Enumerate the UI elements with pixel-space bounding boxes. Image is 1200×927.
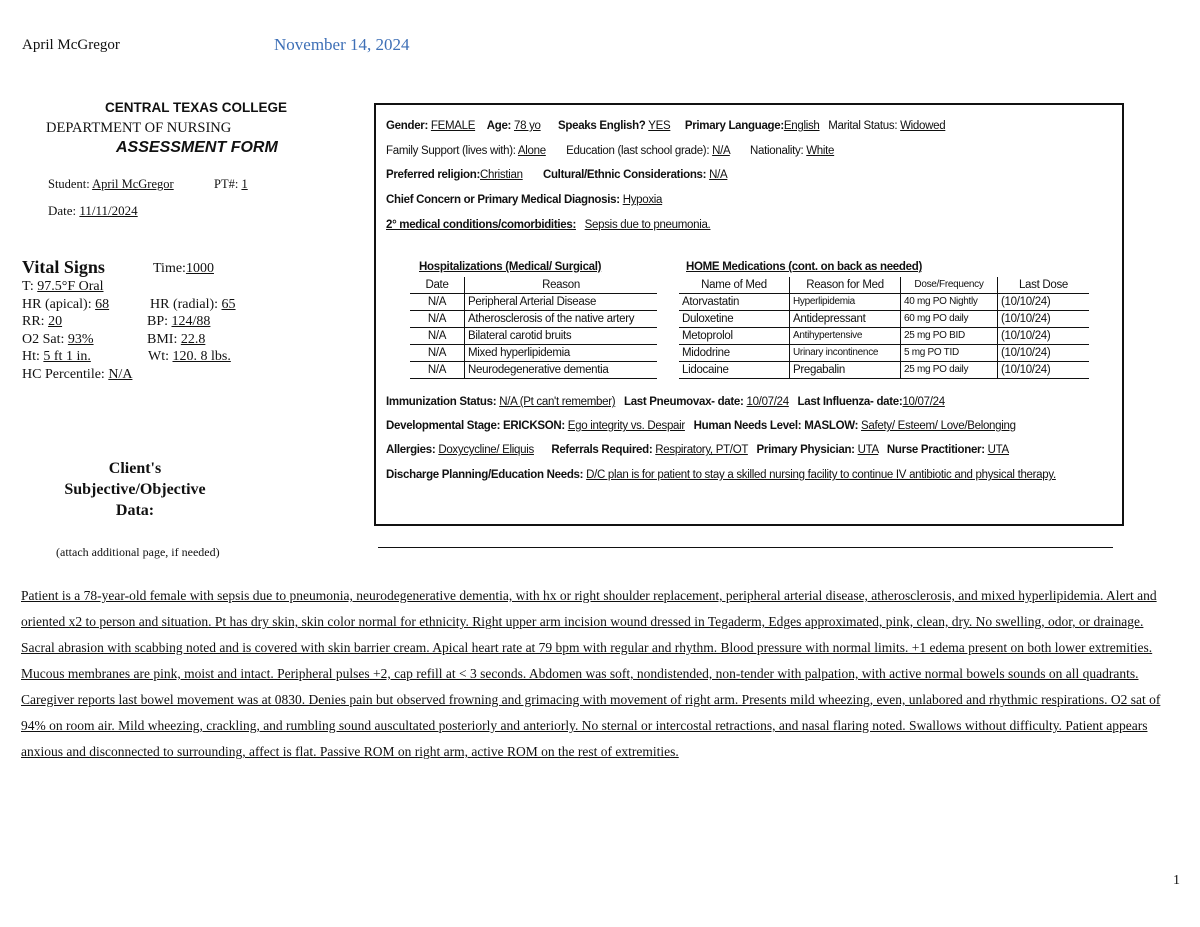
box-line-religion: Preferred religion:Christian Cultural/Ethnic Considerations: N/A: [386, 169, 728, 181]
rr-label: RR:: [22, 314, 45, 329]
bmi-label: BMI:: [147, 332, 178, 347]
table-cell: Hyperlipidemia: [790, 294, 901, 311]
student-field: [48, 177, 174, 192]
chief-value: Hypoxia: [622, 194, 663, 206]
table-cell: Bilateral carotid bruits: [465, 328, 658, 345]
erickson-value: Ego integrity vs. Despair: [567, 420, 685, 432]
rr-value: 20: [48, 314, 63, 329]
table-cell: Atherosclerosis of the native artery: [465, 311, 658, 328]
immunization-value: N/A (Pt can't remember): [499, 396, 616, 408]
column-header: Reason for Med: [790, 277, 901, 294]
table-cell: 5 mg PO TID: [901, 345, 998, 362]
student-value: April McGregor: [92, 177, 174, 191]
table-cell: (10/10/24): [998, 328, 1090, 345]
form-title: ASSESSMENT FORM: [116, 139, 278, 156]
ht-value: 5 ft 1 in.: [43, 349, 91, 364]
vital-time-label: Time:: [153, 261, 186, 276]
subjective-title: Client's Subjective/Objective Data:: [64, 460, 206, 519]
table-cell: 40 mg PO Nightly: [901, 294, 998, 311]
hr-apical-label: HR (apical):: [22, 297, 92, 312]
student-label: Student:: [48, 177, 90, 191]
cultural-value: N/A: [709, 169, 728, 181]
table-cell: Duloxetine: [679, 311, 790, 328]
table-cell: Antidepressant: [790, 311, 901, 328]
hc-value: N/A: [108, 367, 133, 382]
hc-label: HC Percentile:: [22, 367, 105, 382]
box-line-discharge: Discharge Planning/Education Needs: D/C plan is for patient to stay a skilled nursing facility to continue IV antibiotic and physical therapy.: [386, 469, 1056, 481]
table-cell: (10/10/24): [998, 294, 1090, 311]
table-cell: 25 mg PO BID: [901, 328, 998, 345]
secondary-value: Sepsis due to pneumonia.: [584, 219, 711, 231]
table-cell: Lidocaine: [679, 362, 790, 379]
vital-hr-apical: [22, 297, 109, 313]
medications-title: HOME Medications (cont. on back as needed): [686, 261, 922, 273]
pneumovax-value: 10/07/24: [746, 396, 789, 408]
vital-time: [153, 261, 214, 277]
column-header: Last Dose: [998, 277, 1090, 294]
table-row: [679, 294, 1089, 311]
table-row: [410, 328, 657, 345]
medications-table: [679, 277, 1089, 379]
table-cell: N/A: [410, 362, 465, 379]
box-line-demographics: Gender: FEMALE Age: 78 yo Speaks English? YES Primary Language:English Marital Status: Widowed: [386, 120, 946, 132]
referrals-value: Respiratory, PT/OT: [655, 444, 748, 456]
education-value: N/A: [712, 145, 730, 157]
english-value: YES: [648, 120, 671, 132]
o2-label: O2 Sat:: [22, 332, 65, 347]
column-header: Reason: [465, 277, 658, 294]
assessment-narrative: Patient is a 78-year-old female with sepsis due to pneumonia, neurodegenerative dementia, with hx or right shoulder replacement, peripheral arterial disease, atherosclerosis, and mixed hyperlipidemia. Alert and oriented x2 to person and situation. Pt has dry skin, skin color normal for ethnicity. Right upper arm incision wound dressed in Tegaderm, Edges approximated, pink, clean, dry. No swelling, odor, or drainage. Sacral abrasion with scabbing noted and is covered with skin barrier cream. Apical heart rate at 79 bpm with regular and rhythm. Blood pressure with normal limits. +1 edema present on both lower extremities. Mucous membranes are pink, moist and intact. Peripheral pulses +2, cap refill at < 3 seconds. Abdomen was soft, nondistended, non-tender with palpation, with active normal bowels sounds on all quadrants. Caregiver reports last bowel movement was at 0830. Denies pain but observed frowning and grimacing with movement of right arm. Presents mild wheezing, even, unlabored and rhythmic respirations. O2 sat of 94% on room air. Mild wheezing, crackling, and rumbling sound auscultated posteriorly and anteriorly. No sternal or intercostal retractions, and nasal flaring noted. Swallows without difficulty. Patient appears anxious and disconnected to surrounding, affect is flat. Passive ROM on right arm, active ROM on the rest of extremities.: [21, 588, 1161, 759]
column-header: Date: [410, 277, 465, 294]
hr-radial-value: 65: [221, 297, 236, 312]
column-header: Dose/Frequency: [901, 277, 998, 294]
table-cell: 60 mg PO daily: [901, 311, 998, 328]
religion-value: Christian: [480, 169, 523, 181]
table-cell: Atorvastatin: [679, 294, 790, 311]
o2-value: 93%: [67, 332, 94, 347]
gender-value: FEMALE: [430, 120, 476, 132]
table-cell: Pregabalin: [790, 362, 901, 379]
vital-temp: [22, 279, 104, 295]
table-cell: Urinary incontinence: [790, 345, 901, 362]
table-cell: Peripheral Arterial Disease: [465, 294, 658, 311]
age-value: 78 yo: [513, 120, 541, 132]
vital-hr-radial: [150, 297, 236, 313]
wt-label: Wt:: [148, 349, 169, 364]
hospitalizations-table: [410, 277, 657, 379]
box-line-chief: Chief Concern or Primary Medical Diagnosis: Hypoxia: [386, 194, 663, 206]
ht-label: Ht:: [22, 349, 40, 364]
temp-value: 97.5°F Oral: [37, 279, 104, 294]
table-cell: (10/10/24): [998, 345, 1090, 362]
hr-apical-value: 68: [95, 297, 110, 312]
table-cell: 25 mg PO daily: [901, 362, 998, 379]
vital-bp: [147, 314, 210, 330]
pt-label: PT#:: [214, 177, 239, 191]
date-value: 11/11/2024: [79, 203, 138, 218]
family-value: Alone: [517, 145, 546, 157]
vital-wt: [148, 349, 231, 365]
hr-radial-label: HR (radial):: [150, 297, 219, 312]
box-line-allergies: Allergies: Doxycycline/ Eliquis Referrals Required: Respiratory, PT/OT Primary Physician: UTA Nurse Practitioner: UTA: [386, 444, 1009, 456]
table-cell: N/A: [410, 328, 465, 345]
box-line-immunization: Immunization Status: N/A (Pt can't remember) Last Pneumovax- date: 10/07/24 Last Influenza- date:10/07/24: [386, 396, 945, 408]
pt-field: [214, 177, 248, 192]
bp-value: 124/88: [171, 314, 211, 329]
table-row: [410, 362, 657, 379]
vital-hc: [22, 367, 132, 383]
table-cell: Neurodegenerative dementia: [465, 362, 658, 379]
table-cell: Midodrine: [679, 345, 790, 362]
department-name: DEPARTMENT OF NURSING: [46, 120, 232, 136]
table-row: [410, 311, 657, 328]
table-row: [410, 345, 657, 362]
column-header: Name of Med: [679, 277, 790, 294]
box-line-development: Developmental Stage: ERICKSON: Ego integrity vs. Despair Human Needs Level: MASLOW: Safety/ Esteem/ Love/Belonging: [386, 420, 1016, 432]
wt-value: 120. 8 lbs.: [172, 349, 231, 364]
language-value: English: [783, 120, 820, 132]
bmi-value: 22.8: [180, 332, 206, 347]
table-cell: Antihypertensive: [790, 328, 901, 345]
discharge-value: D/C plan is for patient to stay a skilled nursing facility to continue IV antibiotic and physical therapy.: [586, 469, 1056, 481]
np-value: UTA: [987, 444, 1009, 456]
header-name: April McGregor: [22, 37, 120, 53]
table-row: [410, 294, 657, 311]
table-cell: Metoprolol: [679, 328, 790, 345]
table-row: [679, 362, 1089, 379]
vital-bmi: [147, 332, 205, 348]
table-row: [679, 328, 1089, 345]
nationality-value: White: [806, 145, 835, 157]
table-row: [679, 311, 1089, 328]
divider-line: [378, 547, 1113, 548]
pt-value: 1: [241, 177, 248, 191]
table-row: [679, 345, 1089, 362]
attach-note: (attach additional page, if needed): [56, 545, 220, 559]
temp-label: T:: [22, 279, 34, 294]
box-line-secondary: 2° medical conditions/comorbidities: Sepsis due to pneumonia.: [386, 219, 711, 231]
table-cell: Mixed hyperlipidemia: [465, 345, 658, 362]
vital-rr: [22, 314, 62, 330]
table-cell: (10/10/24): [998, 311, 1090, 328]
table-cell: N/A: [410, 345, 465, 362]
college-name: CENTRAL TEXAS COLLEGE: [105, 100, 288, 115]
table-cell: N/A: [410, 311, 465, 328]
allergies-value: Doxycycline/ Eliquis: [438, 444, 534, 456]
header-date: November 14, 2024: [274, 35, 410, 54]
page-number: 1: [1173, 873, 1180, 888]
date-field: [48, 203, 138, 219]
vital-ht: [22, 349, 91, 365]
influenza-value: 10/07/24: [902, 396, 945, 408]
bp-label: BP:: [147, 314, 169, 329]
maslow-value: Safety/ Esteem/ Love/Belonging: [861, 420, 1016, 432]
vital-signs-title: Vital Signs: [22, 257, 105, 277]
table-cell: (10/10/24): [998, 362, 1090, 379]
table-cell: N/A: [410, 294, 465, 311]
vital-time-value: 1000: [185, 261, 214, 276]
table-header-row: [679, 277, 1089, 294]
box-line-family: Family Support (lives with): Alone Education (last school grade): N/A Nationality: White: [386, 145, 835, 157]
table-header-row: [410, 277, 657, 294]
physician-value: UTA: [857, 444, 879, 456]
marital-value: Widowed: [900, 120, 946, 132]
hospitalizations-title: Hospitalizations (Medical/ Surgical): [419, 261, 602, 273]
vital-o2: [22, 332, 94, 348]
date-label: Date:: [48, 203, 77, 218]
